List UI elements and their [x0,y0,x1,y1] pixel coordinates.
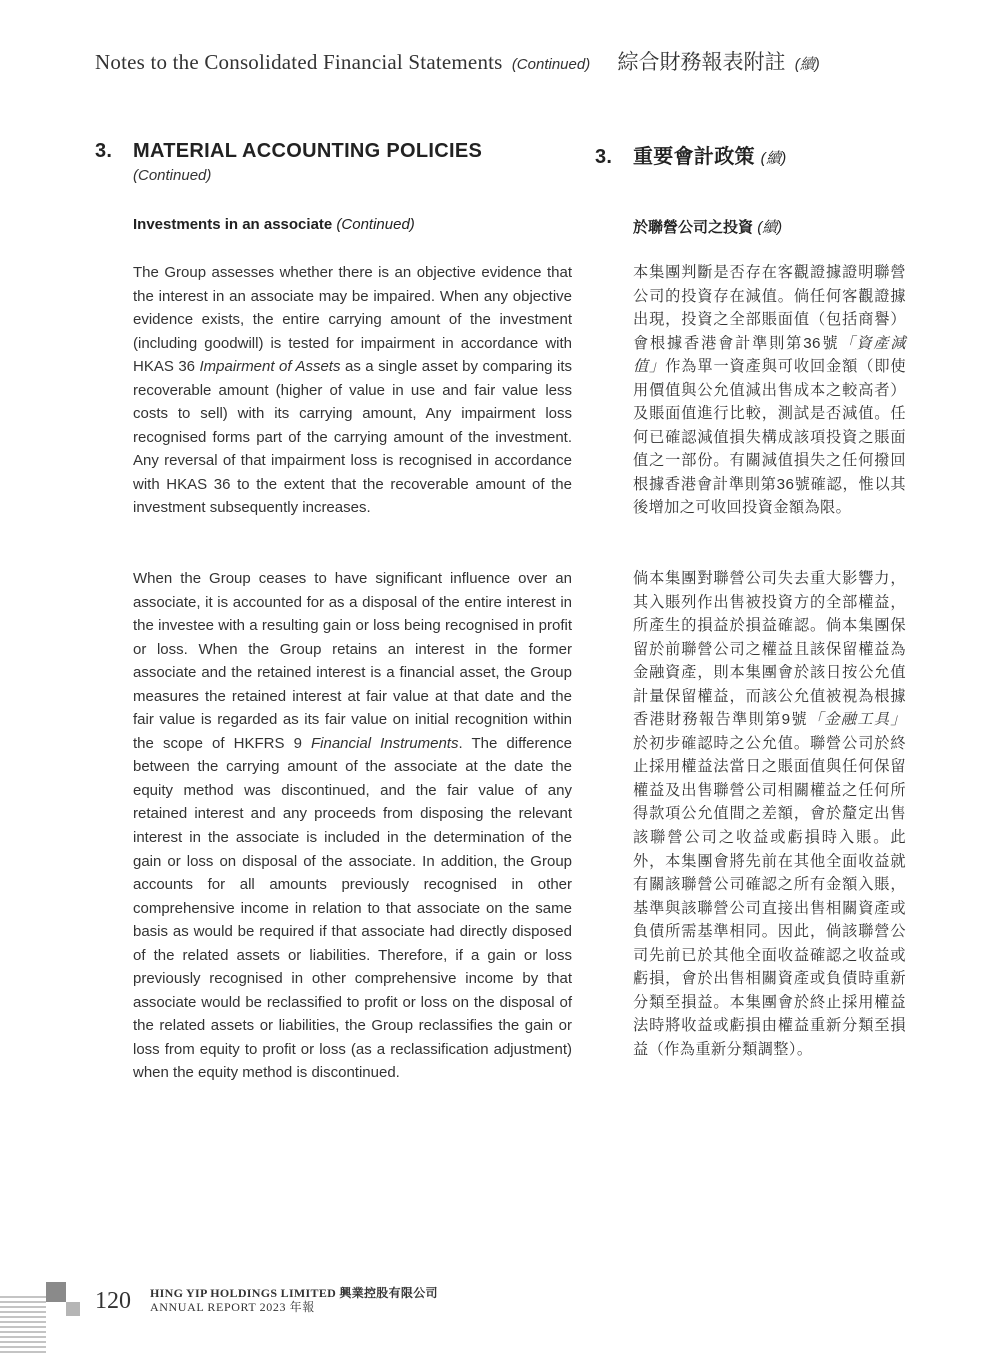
section-continued-en: (Continued) [133,167,212,184]
footer-company: HING YIP HOLDINGS LIMITED 興業控股有限公司 [150,1286,438,1300]
paragraph-en-1: The Group assesses whether there is an objective evidence that the interest in an associate may be impaired. When any objective evidence exists, the entire carrying amount of the investment (including goodwill) is tested for impairment in accordance with HKAS 36 Impairment of Assets as a single asset by comparing its recoverable amount (higher of value in use and fair value less costs to sell) with its carrying amount, Any impairment loss recognised forms part of the carrying amount of the investment. Any reversal of that impairment loss is recognised in accordance with HKAS 36 to the extent that the recoverable amount of the investment subsequently increases. [133,264,572,517]
section-heading-en [95,140,575,184]
paragraph-zh-1: 本集團判斷是否存在客觀證據證明聯營公司的投資存在減值。倘任何客觀證據出現，投資之全部賬面值（包括商譽）會根據香港會計準則第36號「資產減值」作為單一資產與可收回金額（即使用價值與公允值減出售成本之較高者）及賬面值進行比較，測試是否減值。任何已確認減值損失構成該項投資之賬面值之一部份。有關減值損失之任何撥回根據香港會計準則第36號確認，惟以其後增加之可收回投資金額為限。 [633,264,906,517]
section-title-en: MATERIAL ACCOUNTING POLICIES [133,140,483,162]
running-header [95,46,915,78]
section-continued-zh: (續) [760,150,787,167]
header-continued-en: (Continued) [511,56,591,73]
section-number: 3. [95,140,113,162]
header-title-en: Notes to the Consolidated Financial Statements [95,50,503,74]
header-title-zh: 綜合財務報表附註 [617,50,786,74]
subsection-title-zh: 於聯營公司之投資 (續) [633,219,783,236]
footer-publication [150,1286,438,1314]
section-title-zh: 重要會計政策 [633,146,755,168]
subsection-title-en: Investments in an associate (Continued) [133,216,415,233]
footer-report: ANNUAL REPORT 2023 年報 [150,1300,315,1314]
page-number: 120 [95,1288,131,1314]
paragraph-zh-2: 倘本集團對聯營公司失去重大影響力，其入賬列作出售被投資方的全部權益，所產生的損益於損益確認。倘本集團保留於前聯營公司之權益且該保留權益為金融資產，則本集團會於該日按公允值計量保留權益，而該公允值被視為根據香港財務報告準則第9號「金融工具」於初步確認時之公允值。聯營公司於終止採用權益法當日之賬面值與任何保留權益及出售聯營公司相關權益之任何所得款項公允值間之差額，會於釐定出售該聯營公司之收益或虧損時入賬。此外，本集團會將先前在其他全面收益就有關該聯營公司確認之所有金額入賬，基準與該聯營公司直接出售相關資產或負債所需基準相同。因此，倘該聯營公司先前已於其他全面收益確認之收益或虧損，會於出售相關資產或負債時重新分類至損益。本集團會於終止採用權益法時將收益或虧損由權益重新分類至損益（作為重新分類調整）。 [633,570,906,1058]
header-continued-zh: (續) [794,56,820,73]
footer-stripes-graphic [0,1280,80,1357]
section-heading-zh [595,140,907,169]
section-number-zh: 3. [595,146,613,168]
paragraph-en-2: When the Group ceases to have significant influence over an associate, it is accounted for as a disposal of the entire interest in the investee with a resulting gain or loss being recognised in profit or loss. When the Group retains an interest in the former associate and the retained interest is a financial asset, the Group measures the retained interest at fair value at that date and the fair value is regarded as its fair value on initial recognition within the scope of HKFRS 9 Financial Instruments. The difference between the carrying amount of the associate at the date the equity method was discontinued, and the fair value of any retained interest and any proceeds from disposing the relevant interest in the associate is included in the determination of the gain or loss on disposal of the associate. In addition, the Group accounts for all amounts previously recognised in other comprehensive income in relation to that associate on the same basis as would be required if that associate had directly disposed of the related assets or liabilities. Therefore, if a gain or loss previously recognised in other comprehensive income by that associate would be reclassified to profit or loss on the disposal of the related assets or liabilities, the Group reclassifies the gain or loss from equity to profit or loss (as a reclassification adjustment) when the equity method is discontinued. [133,570,573,1082]
